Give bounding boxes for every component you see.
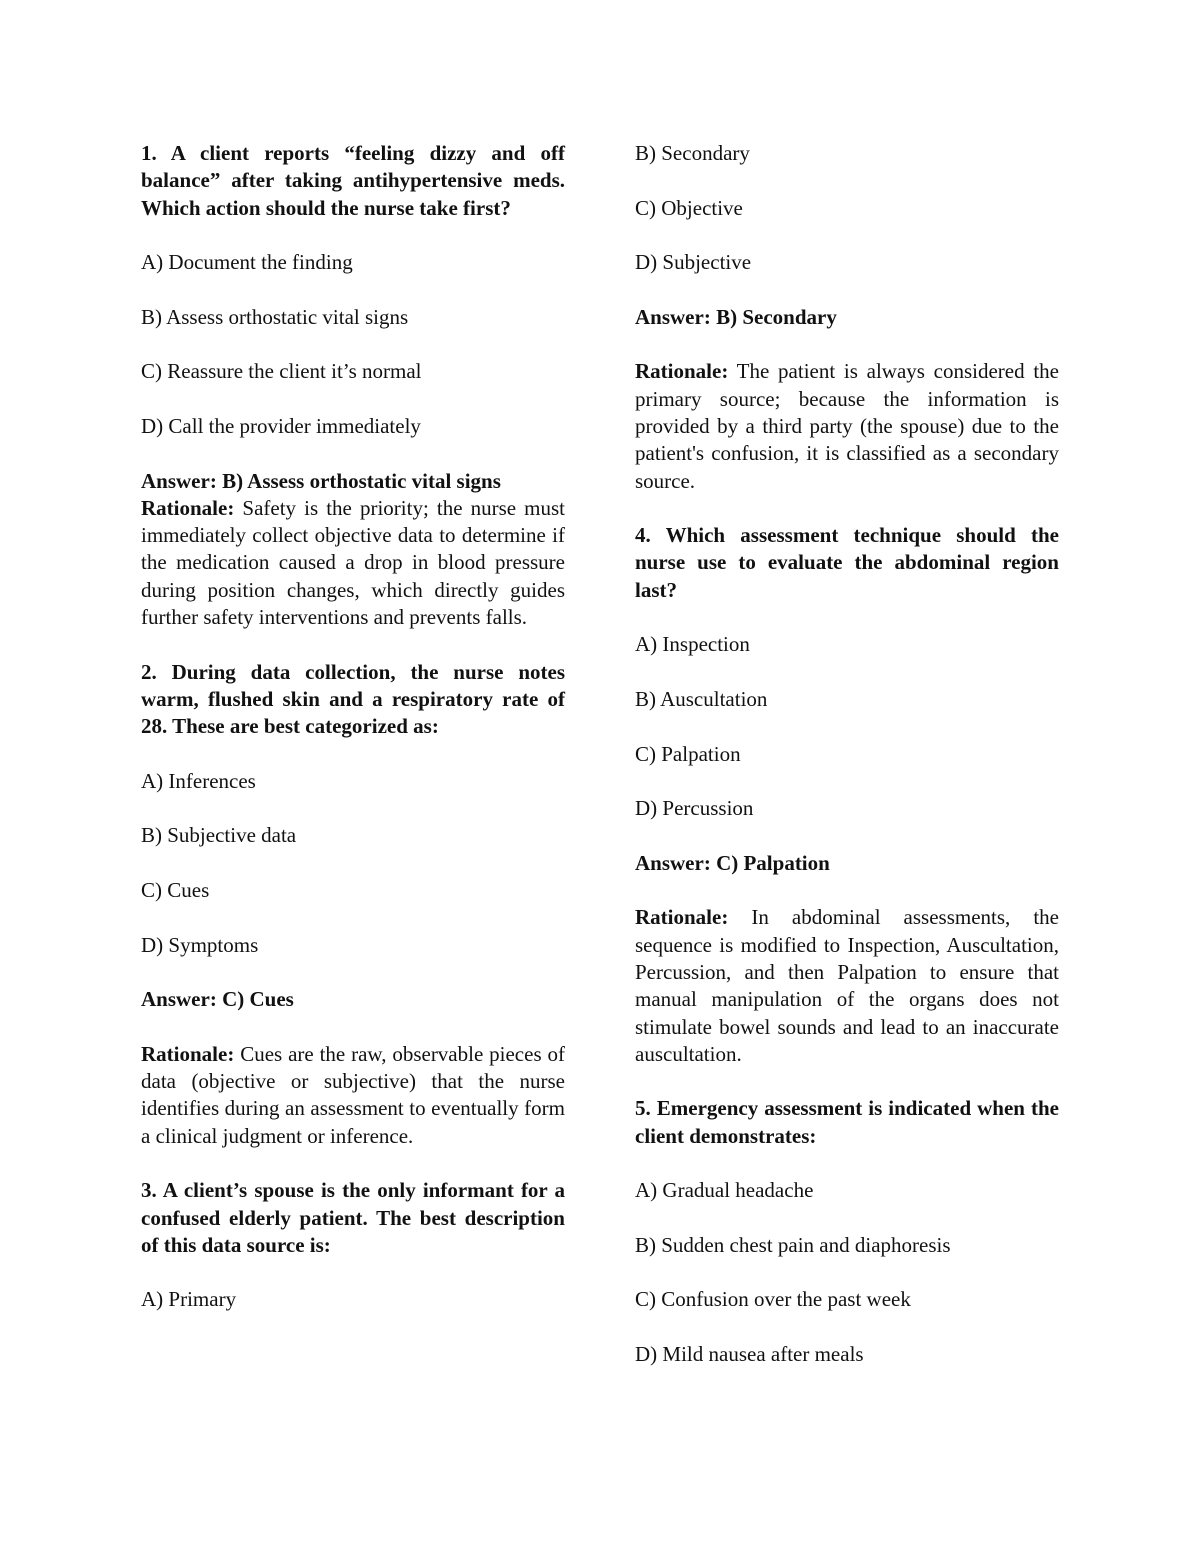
question-3-answer: Answer: B) Secondary bbox=[635, 304, 837, 329]
question-2-option-a: A) Inferences bbox=[141, 768, 256, 793]
question-5-option-d: D) Mild nausea after meals bbox=[635, 1342, 864, 1367]
question-2-option-c: C) Cues bbox=[141, 878, 210, 903]
question-2-rationale-text: Cues are the raw, observable pieces of data (objective or subjective) that the nurse identifies during an assessment to eventually form a clinical judgment or inference. bbox=[141, 1041, 565, 1148]
question-4-option-d: D) Percussion bbox=[635, 796, 754, 821]
question-4-option-a: A) Inspection bbox=[635, 632, 750, 657]
question-2-rationale-label: Rationale: bbox=[141, 1041, 235, 1066]
question-3-option-a: A) Primary bbox=[141, 1287, 237, 1312]
question-1-option-c: C) Reassure the client it’s normal bbox=[141, 359, 422, 384]
question-1-option-a: A) Document the finding bbox=[141, 250, 353, 275]
left-column bbox=[141, 140, 565, 1341]
question-1-stem: 1. A client reports “feeling dizzy and off balance” after taking antihypertensive meds. Which action should the nurse take first? bbox=[141, 141, 565, 220]
question-1-rationale-text: Safety is the priority; the nurse must immediately collect objective data to determine if the medication caused a drop in blood pressure during position changes, which directly guides further safety interventions and prevents falls. bbox=[141, 495, 565, 630]
question-3-rationale-text: The patient is always considered the primary source; because the information is provided by a third party (the spouse) due to the patient's confusion, it is classified as a secondary source. bbox=[635, 359, 1059, 493]
question-3-rationale-label: Rationale: bbox=[635, 359, 729, 384]
question-4-rationale-text: In abdominal assessments, the sequence is modified to Inspection, Auscultation, Percussion, and then Palpation to ensure that manual manipulation of the organs does not stimulate bowel sounds and lead to an inaccurate auscultation. bbox=[635, 905, 1059, 1066]
question-1-option-b: B) Assess orthostatic vital signs bbox=[141, 304, 409, 329]
question-2-option-b: B) Subjective data bbox=[141, 823, 297, 848]
question-5-option-a: A) Gradual headache bbox=[635, 1178, 814, 1203]
question-4-rationale bbox=[635, 904, 1059, 1068]
question-5-option-b: B) Sudden chest pain and diaphoresis bbox=[635, 1232, 951, 1257]
question-4-option-b: B) Auscultation bbox=[635, 686, 768, 711]
question-4-rationale-label: Rationale: bbox=[635, 905, 729, 930]
question-1-rationale-label: Rationale: bbox=[141, 495, 235, 520]
question-3-option-c: C) Objective bbox=[635, 195, 743, 220]
question-1-rationale bbox=[141, 495, 565, 631]
right-column bbox=[635, 140, 1059, 1396]
question-3-option-b: B) Secondary bbox=[635, 141, 750, 165]
question-2-rationale bbox=[141, 1041, 565, 1150]
question-1-answer: Answer: B) Assess orthostatic vital signs bbox=[141, 468, 501, 493]
question-2-answer: Answer: C) Cues bbox=[141, 987, 294, 1012]
question-4-stem: 4. Which assessment technique should the nurse use to evaluate the abdominal region last? bbox=[635, 523, 1059, 602]
question-3-stem: 3. A client’s spouse is the only informant for a confused elderly patient. The best description of this data source is: bbox=[141, 1178, 565, 1257]
question-4-answer: Answer: C) Palpation bbox=[635, 850, 830, 875]
question-3-rationale bbox=[635, 358, 1059, 494]
question-1-option-d: D) Call the provider immediately bbox=[141, 413, 421, 438]
question-2-option-d: D) Symptoms bbox=[141, 932, 259, 957]
question-5-stem: 5. Emergency assessment is indicated when the client demonstrates: bbox=[635, 1096, 1059, 1148]
question-3-option-d: D) Subjective bbox=[635, 250, 752, 275]
question-2-stem: 2. During data collection, the nurse notes warm, flushed skin and a respiratory rate of 28. These are best categorized as: bbox=[141, 659, 565, 739]
question-5-option-c: C) Confusion over the past week bbox=[635, 1287, 911, 1312]
question-4-option-c: C) Palpation bbox=[635, 741, 741, 766]
